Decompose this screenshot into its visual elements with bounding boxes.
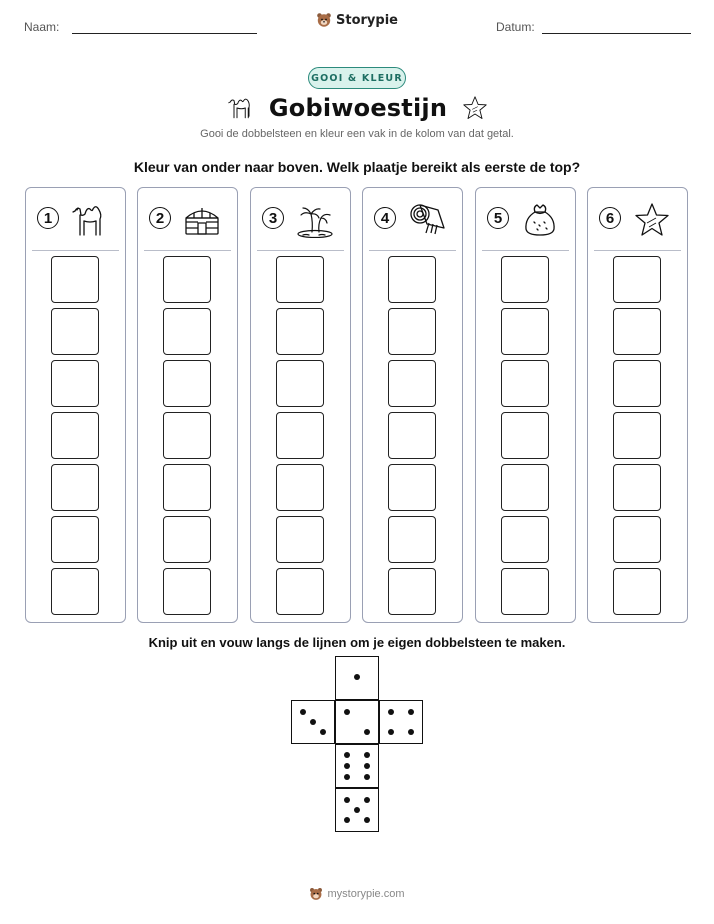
pip <box>354 807 360 813</box>
pip <box>364 752 370 758</box>
color-cell[interactable] <box>613 464 661 511</box>
camel-icon <box>70 200 110 238</box>
storypie-bear-icon <box>316 12 332 28</box>
color-cell[interactable] <box>51 308 99 355</box>
die-face-1 <box>335 656 379 700</box>
pip <box>344 752 350 758</box>
color-cell[interactable] <box>276 360 324 407</box>
color-cell[interactable] <box>501 568 549 615</box>
color-cell[interactable] <box>51 516 99 563</box>
column-header <box>138 188 237 248</box>
column-divider <box>482 250 569 251</box>
title-row <box>0 90 714 126</box>
color-cell[interactable] <box>276 464 324 511</box>
color-cell[interactable] <box>388 464 436 511</box>
column-3 <box>250 187 351 623</box>
page-title: Gobiwoestijn <box>268 94 448 122</box>
die-face-6 <box>335 744 379 788</box>
color-cell[interactable] <box>276 256 324 303</box>
color-cell[interactable] <box>388 568 436 615</box>
color-cell[interactable] <box>276 412 324 459</box>
pip <box>408 729 414 735</box>
column-1 <box>25 187 126 623</box>
name-label: Naam: <box>24 20 60 34</box>
color-cell[interactable] <box>388 308 436 355</box>
column-number: 2 <box>149 207 171 229</box>
color-cell[interactable] <box>501 256 549 303</box>
column-number: 6 <box>599 207 621 229</box>
pip <box>310 719 316 725</box>
die-face-2 <box>335 700 379 744</box>
column-4 <box>362 187 463 623</box>
color-cell[interactable] <box>163 308 211 355</box>
column-6 <box>587 187 688 623</box>
oasis-palm-icon <box>295 200 335 238</box>
footer-url: mystorypie.com <box>327 888 405 900</box>
sack-icon <box>520 200 560 238</box>
color-cell[interactable] <box>163 412 211 459</box>
brand-logo <box>0 12 714 28</box>
instruction-text: Kleur van onder naar boven. Welk plaatje bereikt als eerste de top? <box>133 159 581 175</box>
color-cell[interactable] <box>276 308 324 355</box>
color-cell[interactable] <box>501 360 549 407</box>
color-cell[interactable] <box>613 360 661 407</box>
column-header <box>26 188 125 248</box>
color-cell[interactable] <box>163 568 211 615</box>
die-face-4 <box>379 700 423 744</box>
column-header <box>476 188 575 248</box>
column-divider <box>594 250 681 251</box>
color-cell[interactable] <box>163 256 211 303</box>
color-cell[interactable] <box>388 360 436 407</box>
column-divider <box>144 250 231 251</box>
date-label: Datum: <box>496 20 535 34</box>
cut-instruction: Knip uit en vouw langs de lijnen om je eigen dobbelsteen te maken. <box>148 635 566 650</box>
column-divider <box>32 250 119 251</box>
color-cell[interactable] <box>501 464 549 511</box>
starfish-icon <box>461 94 489 122</box>
column-5 <box>475 187 576 623</box>
starfish-icon <box>632 200 672 238</box>
color-cell[interactable] <box>163 360 211 407</box>
date-line <box>542 33 691 34</box>
pip <box>364 817 370 823</box>
column-number: 1 <box>37 207 59 229</box>
pip <box>300 709 306 715</box>
pip <box>320 729 326 735</box>
pip <box>354 674 360 680</box>
yurt-icon <box>182 200 222 238</box>
pip <box>364 797 370 803</box>
pip <box>344 774 350 780</box>
storypie-bear-icon <box>309 887 323 901</box>
camel-icon <box>225 93 255 123</box>
activity-tag: GOOI & KLEUR <box>308 67 406 89</box>
color-cell[interactable] <box>613 256 661 303</box>
color-cell[interactable] <box>276 568 324 615</box>
color-cell[interactable] <box>501 516 549 563</box>
pip <box>344 709 350 715</box>
name-line <box>72 33 257 34</box>
color-cell[interactable] <box>51 464 99 511</box>
color-cell[interactable] <box>388 256 436 303</box>
column-divider <box>369 250 456 251</box>
pip <box>344 817 350 823</box>
column-number: 4 <box>374 207 396 229</box>
die-face-3 <box>291 700 335 744</box>
column-number: 3 <box>262 207 284 229</box>
pip <box>364 763 370 769</box>
column-number: 5 <box>487 207 509 229</box>
column-header <box>363 188 462 248</box>
pip <box>344 763 350 769</box>
color-cell[interactable] <box>51 412 99 459</box>
column-header <box>588 188 687 248</box>
color-cell[interactable] <box>613 412 661 459</box>
column-divider <box>257 250 344 251</box>
color-cell[interactable] <box>51 360 99 407</box>
color-cell[interactable] <box>388 516 436 563</box>
color-cell[interactable] <box>276 516 324 563</box>
pip <box>388 729 394 735</box>
pip <box>388 709 394 715</box>
subtitle: Gooi de dobbelsteen en kleur een vak in de kolom van dat getal. <box>200 128 514 140</box>
column-header <box>251 188 350 248</box>
footer <box>0 887 714 901</box>
color-cell[interactable] <box>613 308 661 355</box>
pip <box>408 709 414 715</box>
die-face-5 <box>335 788 379 832</box>
color-cell[interactable] <box>51 568 99 615</box>
color-cell[interactable] <box>613 568 661 615</box>
brand-name: Storypie <box>336 12 398 28</box>
color-cell[interactable] <box>501 308 549 355</box>
color-cell[interactable] <box>163 464 211 511</box>
color-cell[interactable] <box>388 412 436 459</box>
column-2 <box>137 187 238 623</box>
color-cell[interactable] <box>51 256 99 303</box>
pip <box>364 729 370 735</box>
color-cell[interactable] <box>613 516 661 563</box>
pip <box>364 774 370 780</box>
color-cell[interactable] <box>501 412 549 459</box>
pip <box>344 797 350 803</box>
color-cell[interactable] <box>163 516 211 563</box>
carpet-roll-icon <box>407 200 447 238</box>
